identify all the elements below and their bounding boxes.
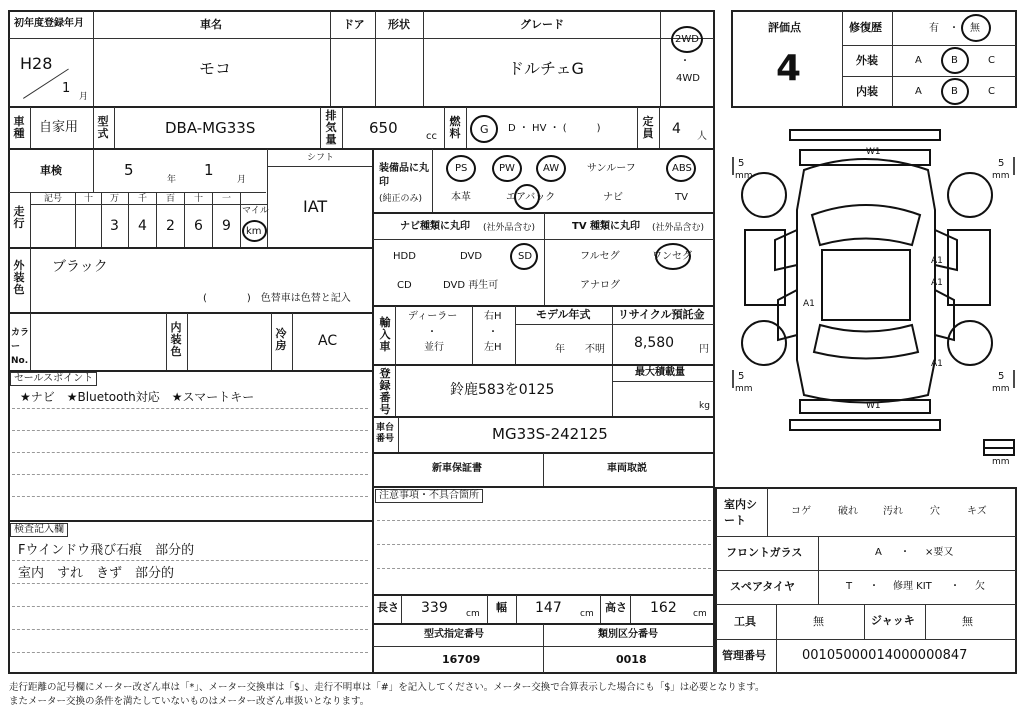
management-value: 00105000014000000847 [802, 648, 968, 663]
front-glass-dot: ・ [900, 547, 910, 558]
model-year-label: モデル年式 [536, 308, 591, 321]
navi-sub: (社外品含む) [483, 223, 536, 233]
interior-grade-a: A [915, 86, 922, 97]
equip-navi: ナビ [603, 192, 623, 203]
jack-value: 無 [962, 615, 973, 628]
width: 147 [535, 600, 562, 616]
inspector-line-2: 室内 すれ きず 部分的 [18, 566, 175, 581]
chassis-label: 車台番号 [376, 423, 395, 444]
tools-label: 工具 [734, 615, 756, 628]
tire-label-fl: 5 [738, 158, 745, 169]
damage-mark-a1-right-2: A1 [931, 278, 943, 288]
shift-label: シフト [307, 153, 335, 163]
type-number-label: 型式指定番号 [424, 629, 484, 640]
evaluation-score: 4 [776, 48, 802, 89]
tire-label-rl: 5 [738, 371, 745, 382]
recycle-label: リサイクル預託金 [618, 308, 705, 321]
car-name-label: 車名 [200, 18, 222, 31]
import-parallel: 並行 [424, 342, 444, 353]
import-right: 右H [484, 311, 502, 322]
repair-no: 無 [970, 23, 980, 34]
sheet-hole: 穴 [930, 506, 940, 517]
usage: 自家用 [39, 120, 79, 135]
navi-cd: CD [397, 280, 412, 291]
color-no-label: カラーNo. [11, 328, 30, 366]
navi-hdd: HDD [393, 251, 416, 262]
spare-tire-dot-2: ・ [950, 581, 960, 592]
repair-yes: 有 [929, 23, 939, 34]
exterior-color: ブラック [52, 259, 108, 275]
equipment-label: 装備品に丸印 [379, 163, 429, 188]
shift: IAT [303, 197, 328, 216]
model-year-unknown: 不明 [585, 344, 605, 355]
damage-mark-a1-right-1: A1 [931, 256, 943, 266]
repair-label: 修復歴 [849, 21, 882, 34]
inspection-month: 1 [204, 161, 214, 179]
mileage-header-0: 記号 [44, 194, 63, 204]
mileage-header-1: 十 [84, 194, 94, 204]
height-label: 高さ [605, 601, 627, 614]
equip-tv: TV [675, 192, 688, 203]
displacement-label: 排気量 [325, 109, 337, 146]
mileage-digit-2: 2 [166, 218, 175, 234]
tools-value: 無 [813, 615, 824, 628]
capacity: 4 [672, 121, 681, 137]
exterior-color-label: 外装色 [13, 259, 25, 296]
import-label: 輸入車 [379, 316, 391, 353]
km-label: km [246, 226, 262, 237]
footer-line-1: 走行距離の記号欄にメーター改ざん車は「*」、メーター交換車は「$」、走行不明車は「#」を記入してください。メーター交換で合算表示した場合にも「$」は必要となります。 [9, 682, 765, 693]
first-reg-month: 1 [62, 81, 71, 96]
mileage-header-3: 千 [138, 194, 148, 204]
sales-points-text: ★ナビ ★Bluetooth対応 ★スマートキー [20, 390, 255, 404]
length: 339 [421, 600, 448, 616]
equip-leather: 本革 [451, 192, 471, 203]
damage-mark-w1-rear: W1 [866, 401, 881, 411]
model-year-unit: 年 [555, 344, 565, 355]
navi-dvd-play: DVD 再生可 [443, 280, 499, 291]
spare-tire-none: 欠 [975, 581, 985, 592]
type-number-value: 16709 [442, 653, 481, 666]
tv-sub: (社外品含む) [652, 223, 705, 233]
import-dot-1: ・ [427, 327, 437, 338]
interior-color-label: 内装色 [170, 321, 182, 358]
first-reg-label: 初年度登録年月 [14, 18, 84, 29]
equip-aw: AW [543, 163, 560, 174]
kg-unit: kg [699, 401, 710, 411]
exterior-color-note: ( ) 色替車は色替と記入 [203, 293, 351, 304]
repair-dot: ・ [949, 23, 959, 34]
tv-label: TV 種類に丸印 [572, 221, 641, 232]
tv-analog: アナログ [580, 280, 620, 291]
drive-dot: ・ [680, 56, 690, 67]
inspector-label: 検査記入欄 [10, 523, 68, 537]
interior-sheet-label: 室内シート [724, 498, 757, 527]
grade: ドルチェG [508, 59, 584, 78]
usage-label: 車種 [13, 115, 25, 140]
tire-mm-rl: mm [735, 384, 753, 394]
first-reg-era: H28 [20, 54, 53, 73]
capacity-label: 定員 [642, 115, 654, 140]
mileage-header-4: 百 [166, 194, 176, 204]
import-dot-2: ・ [488, 327, 498, 338]
height: 162 [650, 600, 677, 616]
import-dealer: ディーラー [408, 311, 458, 322]
registration-label: 登録番号 [379, 367, 391, 416]
sheet-burn: コゲ [791, 506, 811, 517]
recycle-unit: 円 [699, 344, 709, 355]
exterior-grade-b: B [951, 55, 958, 66]
max-load-label: 最大積載量 [635, 367, 685, 378]
shape-label: 形状 [388, 18, 410, 31]
equip-pw: PW [499, 163, 515, 174]
fuel-label: 燃料 [449, 115, 461, 140]
damage-mark-w1-front: W1 [866, 147, 881, 157]
recycle-value: 8,580 [634, 335, 675, 351]
tire-label-rr: 5 [998, 371, 1005, 382]
spare-tire-t: T [846, 581, 853, 592]
exterior-grade-a: A [915, 55, 922, 66]
front-glass-a: A [875, 547, 882, 558]
fuel-g: G [480, 123, 489, 136]
damage-mark-a1-left: A1 [803, 299, 815, 309]
sheet-tear: 破れ [838, 506, 858, 517]
inspection-year: 5 [124, 161, 134, 179]
inspection-month-unit: 月 [237, 175, 247, 185]
width-unit: cm [580, 609, 594, 619]
chassis-value: MG33S-242125 [492, 425, 608, 443]
sheet-stain: 汚れ [883, 506, 903, 517]
interior-grade-c: C [988, 86, 995, 97]
width-label: 幅 [496, 601, 507, 614]
tire-mm-spare: mm [992, 457, 1010, 467]
damage-mark-a1-rear: A1 [931, 359, 943, 369]
first-reg-month-unit: 月 [79, 92, 89, 102]
equip-sunroof: サンルーフ [587, 163, 636, 174]
mileage-digit-0: 3 [110, 218, 119, 234]
interior-grade-b: B [951, 86, 958, 97]
equipment-sub: (純正のみ) [379, 194, 423, 204]
evaluation-label: 評価点 [768, 21, 801, 34]
length-unit: cm [466, 609, 480, 619]
footer-line-2: またメーター交換の条件を満たしていないものはメーター改ざん車扱いとなります。 [9, 696, 370, 707]
navi-sd: SD [518, 251, 533, 262]
tire-label-fr: 5 [998, 158, 1005, 169]
jack-label: ジャッキ [871, 614, 915, 627]
front-glass-replace: ×要又 [925, 547, 954, 558]
length-label: 長さ [377, 601, 399, 614]
class-number-label: 類別区分番号 [598, 629, 658, 640]
navi-label: ナビ種類に丸印 [400, 221, 470, 232]
grade-label: グレード [520, 18, 564, 31]
mileage-header-2: 万 [110, 194, 120, 204]
class-number-value: 0018 [616, 653, 647, 666]
spare-tire-label: スペアタイヤ [730, 580, 796, 593]
equip-airbag: エアバック [506, 192, 556, 203]
cc-unit: cc [426, 131, 437, 142]
inspector-line-1: Fウインドウ飛び石痕 部分的 [18, 543, 195, 558]
mileage-label: 走行 [13, 205, 25, 230]
ac-label: 冷房 [275, 327, 287, 352]
exterior-grade-label: 外装 [856, 54, 878, 67]
tv-oneseg: ワンセグ [652, 251, 692, 262]
notes-label: 注意事項・不具合箇所 [375, 489, 483, 503]
drive-4wd: 4WD [676, 73, 700, 84]
model-label: 型式 [97, 115, 109, 140]
sheet-scratch: キズ [967, 506, 987, 517]
tv-fullseg: フルセグ [580, 251, 620, 262]
mileage-digit-4: 9 [222, 218, 231, 234]
sales-points-label: セールスポイント [10, 372, 97, 386]
car-name: モコ [199, 59, 232, 78]
person-unit: 人 [697, 131, 707, 142]
model: DBA-MG33S [165, 119, 256, 137]
import-left: 左H [484, 342, 502, 353]
spare-tire-kit: 修理 KIT [893, 581, 932, 592]
mile-label: マイル [242, 206, 269, 216]
mileage-header-6: 一 [222, 194, 232, 204]
drive-2wd: 2WD [675, 34, 699, 45]
equip-ps: PS [455, 163, 468, 174]
interior-grade-label: 内装 [856, 85, 878, 98]
mileage-digit-1: 4 [138, 218, 147, 234]
mileage-header-5: 十 [194, 194, 204, 204]
fuel-rest: D ・ HV ・ ( ) [508, 123, 601, 134]
door-label: ドア [343, 18, 365, 31]
navi-dvd: DVD [460, 251, 483, 262]
manual: 車両取説 [607, 463, 647, 474]
equip-abs: ABS [672, 163, 692, 174]
ac: AC [318, 333, 338, 349]
inspection-label: 車検 [40, 164, 62, 177]
tire-mm-fl: mm [735, 171, 753, 181]
front-glass-label: フロントガラス [726, 546, 803, 559]
spare-tire-dot-1: ・ [869, 581, 879, 592]
displacement: 650 [369, 119, 398, 137]
tire-mm-fr: mm [992, 171, 1010, 181]
height-unit: cm [693, 609, 707, 619]
exterior-grade-c: C [988, 55, 995, 66]
new-warranty: 新車保証書 [432, 463, 482, 474]
registration-value: 鈴鹿583を0125 [450, 382, 555, 398]
mileage-digit-3: 6 [194, 218, 203, 234]
tire-mm-rr: mm [992, 384, 1010, 394]
inspection-year-unit: 年 [167, 175, 177, 185]
management-label: 管理番号 [722, 649, 766, 662]
